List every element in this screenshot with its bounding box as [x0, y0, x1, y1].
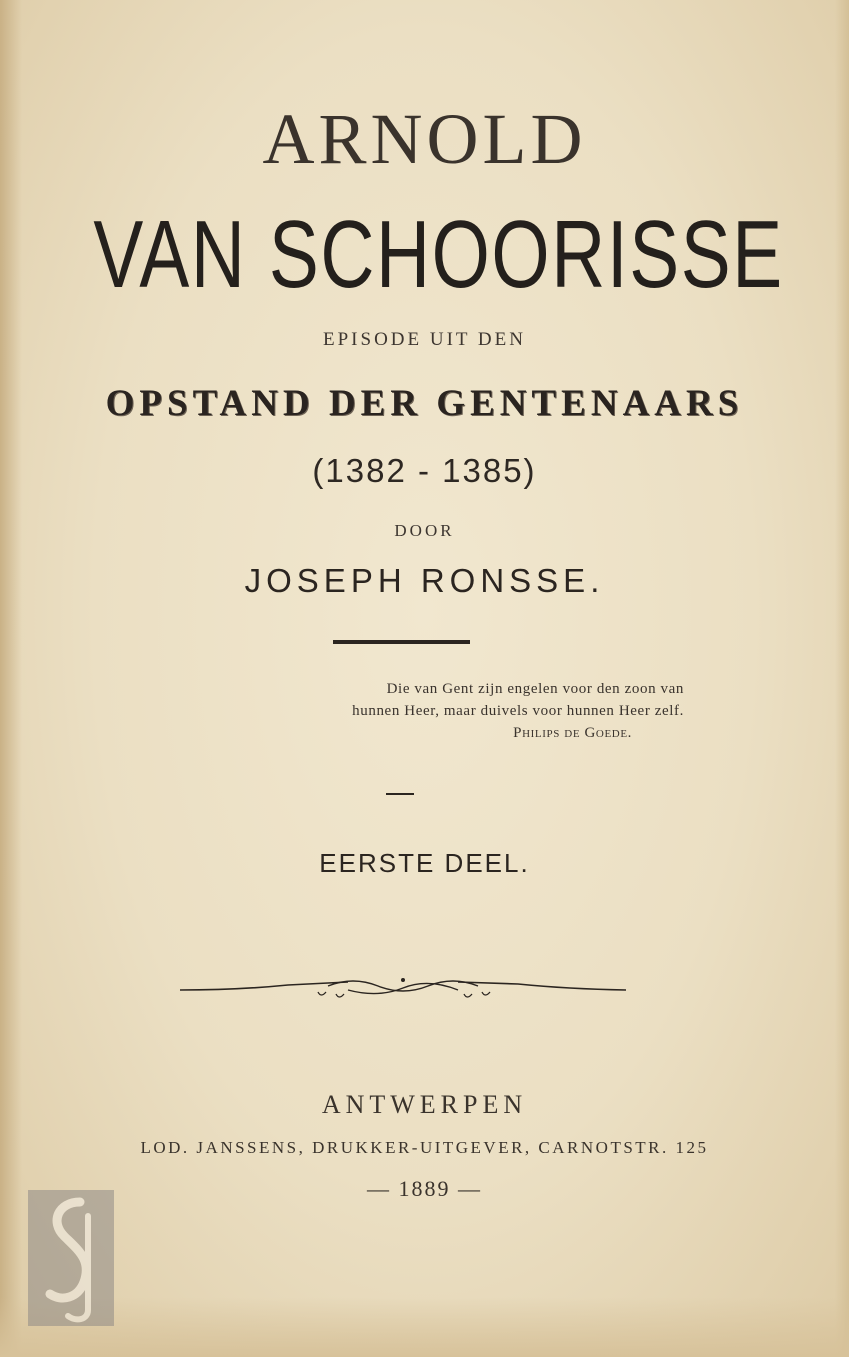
library-watermark-logo [28, 1190, 114, 1326]
epigraph-line-1: Die van Gent zijn engelen voor den zoon van [386, 681, 684, 697]
short-dash-rule [386, 793, 414, 795]
title-line-2: VAN SCHOORISSE [93, 201, 784, 308]
imprint-publisher: LOD. JANSSENS, DRUKKER-UITGEVER, CARNOTSTR. 125 [140, 1138, 709, 1157]
divider-rule [333, 640, 470, 644]
ornamental-rule [178, 968, 628, 1002]
title-line-1: ARNOLD [262, 99, 587, 179]
epigraph-line-2: hunnen Heer, maar duivels voor hunnen Heer zelf. [352, 703, 684, 719]
imprint-year: — 1889 — [367, 1176, 482, 1201]
epigraph-attribution: Philips de Goede. [513, 725, 632, 741]
author-name: JOSEPH RONSSE. [244, 562, 605, 599]
paper-edge-bottom [0, 1297, 849, 1357]
years: (1382 - 1385) [312, 452, 537, 489]
subtitle: EPISODE UIT DEN [323, 329, 526, 350]
epigraph [250, 678, 690, 744]
subject-heading: OPSTAND DER GENTENAARS [105, 383, 744, 424]
imprint-city: ANTWERPEN [321, 1090, 528, 1119]
by-label: DOOR [394, 521, 455, 540]
volume-label: EERSTE DEEL. [319, 848, 530, 878]
